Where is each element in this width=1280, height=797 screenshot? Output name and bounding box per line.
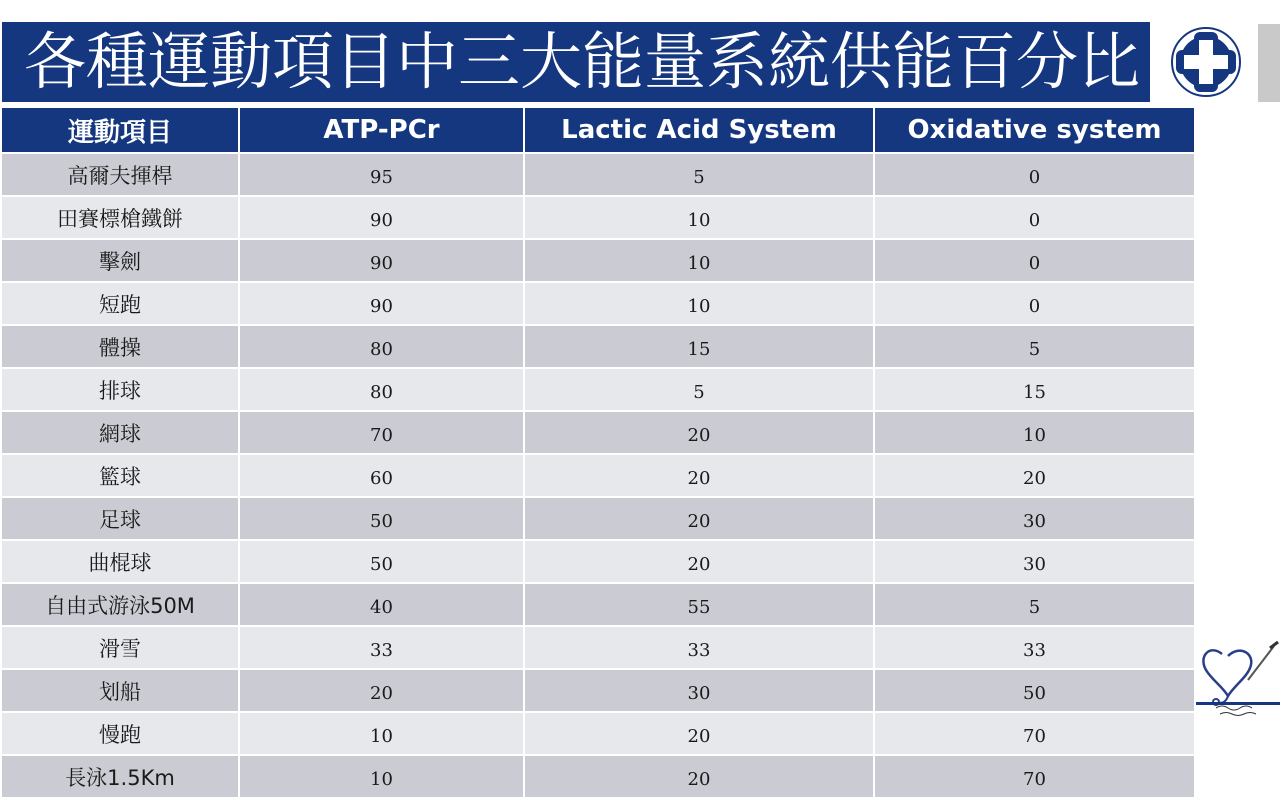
cell-oxidative: 70 [874,712,1194,755]
cell-lactic-acid: 5 [524,153,874,196]
cell-lactic-acid: 55 [524,583,874,626]
cell-atp-pcr: 95 [239,153,524,196]
cell-lactic-acid: 20 [524,411,874,454]
cell-lactic-acid: 5 [524,368,874,411]
cell-atp-pcr: 50 [239,497,524,540]
cell-lactic-acid: 10 [524,239,874,282]
cell-atp-pcr: 40 [239,583,524,626]
cell-atp-pcr: 90 [239,239,524,282]
cell-lactic-acid: 33 [524,626,874,669]
cell-sport: 慢跑 [2,712,239,755]
header-atp-pcr: ATP-PCr [239,108,524,153]
table-row [2,669,1194,712]
table-row [2,325,1194,368]
cell-sport: 高爾夫揮桿 [2,153,239,196]
cell-sport: 自由式游泳50M [2,583,239,626]
table-row [2,368,1194,411]
cell-oxidative: 33 [874,626,1194,669]
cell-oxidative: 20 [874,454,1194,497]
table-row [2,196,1194,239]
slide-title: 各種運動項目中三大能量系統供能百分比 [24,25,1141,98]
cell-lactic-acid: 20 [524,712,874,755]
table-row [2,282,1194,325]
table-row [2,239,1194,282]
cell-atp-pcr: 60 [239,454,524,497]
medical-cross-logo-icon [1166,24,1246,100]
cell-atp-pcr: 70 [239,411,524,454]
cell-sport: 網球 [2,411,239,454]
table-row [2,454,1194,497]
cell-sport: 足球 [2,497,239,540]
table-row [2,153,1194,196]
cell-lactic-acid: 10 [524,196,874,239]
cell-atp-pcr: 50 [239,540,524,583]
title-bar [2,22,1150,102]
cell-oxidative: 5 [874,583,1194,626]
footer-accent-line [1196,702,1280,705]
heart-stethoscope-signature-icon [1196,640,1280,717]
cell-atp-pcr: 20 [239,669,524,712]
cell-atp-pcr: 90 [239,196,524,239]
cell-lactic-acid: 20 [524,454,874,497]
cell-oxidative: 0 [874,153,1194,196]
cell-oxidative: 0 [874,196,1194,239]
cell-lactic-acid: 20 [524,540,874,583]
table-header-row [2,108,1194,153]
cell-sport: 短跑 [2,282,239,325]
cell-lactic-acid: 30 [524,669,874,712]
cell-atp-pcr: 10 [239,712,524,755]
cell-sport: 划船 [2,669,239,712]
cell-oxidative: 30 [874,540,1194,583]
table-row [2,755,1194,797]
cell-sport: 長泳1.5Km [2,755,239,797]
cell-oxidative: 5 [874,325,1194,368]
table-row [2,411,1194,454]
cell-atp-pcr: 90 [239,282,524,325]
cell-atp-pcr: 10 [239,755,524,797]
cell-sport: 田賽標槍鐵餅 [2,196,239,239]
cell-atp-pcr: 80 [239,325,524,368]
cell-sport: 滑雪 [2,626,239,669]
cell-oxidative: 70 [874,755,1194,797]
cell-sport: 體操 [2,325,239,368]
cell-oxidative: 30 [874,497,1194,540]
table-row [2,497,1194,540]
header-oxidative: Oxidative system [874,108,1194,153]
table-row [2,626,1194,669]
cell-oxidative: 50 [874,669,1194,712]
table-row [2,583,1194,626]
cell-sport: 曲棍球 [2,540,239,583]
side-accent-bar [1258,24,1280,102]
cell-oxidative: 15 [874,368,1194,411]
header-sport: 運動項目 [2,108,239,153]
cell-lactic-acid: 20 [524,497,874,540]
cell-oxidative: 0 [874,239,1194,282]
table-row [2,540,1194,583]
cell-lactic-acid: 15 [524,325,874,368]
cell-atp-pcr: 80 [239,368,524,411]
table-row [2,712,1194,755]
cell-oxidative: 10 [874,411,1194,454]
cell-atp-pcr: 33 [239,626,524,669]
cell-lactic-acid: 20 [524,755,874,797]
cell-sport: 籃球 [2,454,239,497]
header-lactic-acid: Lactic Acid System [524,108,874,153]
energy-system-table [2,108,1194,797]
cell-sport: 擊劍 [2,239,239,282]
cell-lactic-acid: 10 [524,282,874,325]
cell-sport: 排球 [2,368,239,411]
cell-oxidative: 0 [874,282,1194,325]
